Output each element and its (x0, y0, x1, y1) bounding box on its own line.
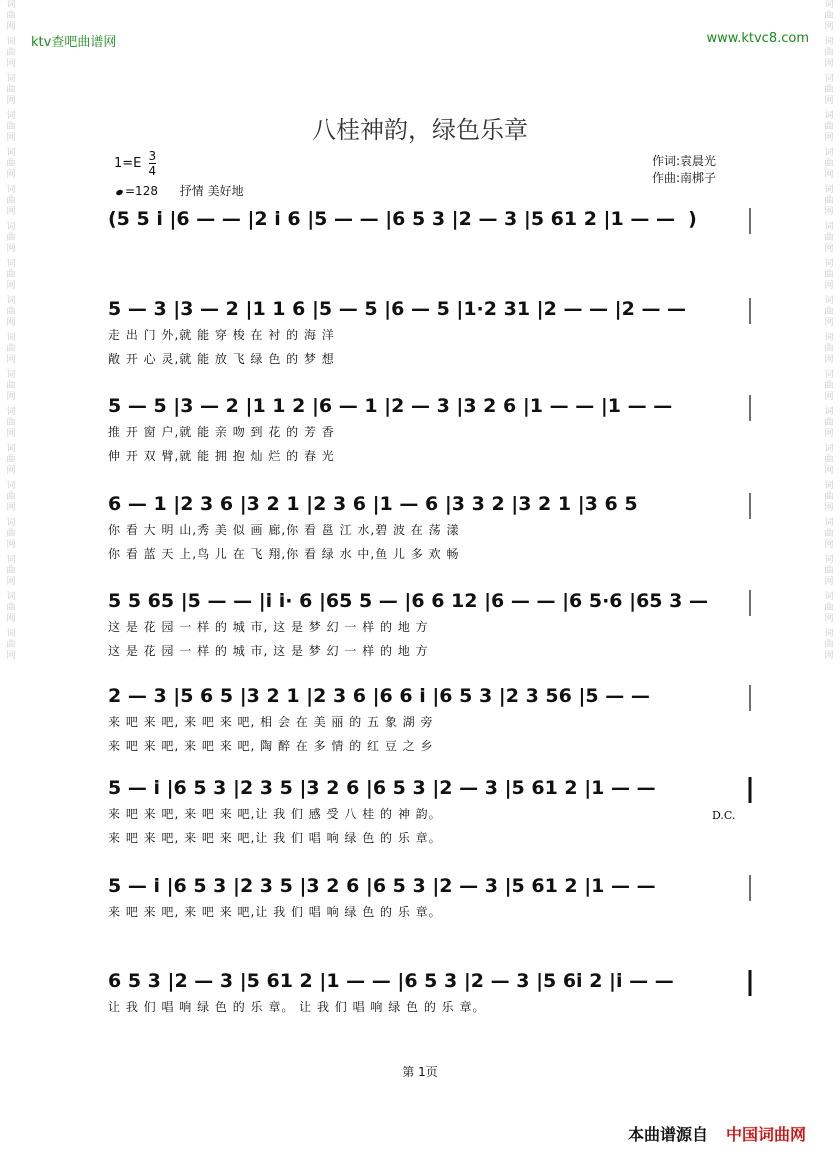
lyric-row: 敞 开 心 灵,就 能 放 飞 绿 色 的 梦 想 (108, 352, 335, 366)
watermark-text: 词 曲 网 (6, 296, 16, 328)
lyricist: 作词:袁晨光 (652, 154, 717, 168)
watermark-text: 词 曲 网 (824, 370, 834, 402)
notation-row (100, 206, 755, 236)
watermark-text: 词 曲 网 (824, 629, 834, 661)
watermark-text: 词 曲 网 (6, 111, 16, 143)
notation-row (100, 968, 755, 998)
notation-text: 5 — i |6 5 3 |2 3 5 |3 2 6 |6 5 3 |2 — 3 |5 61 2 |1 — — (108, 777, 656, 799)
time-denominator: 4 (148, 164, 157, 178)
watermark-text: 词 曲 网 (824, 555, 834, 587)
notation-text: (5 5 i |6 — — |2 i 6 |5 — — |6 5 3 |2 — 3 |5 61 2 |1 — — ) (108, 208, 697, 230)
lyric-row: 你 看 蓝 天 上,鸟 儿 在 飞 翔,你 看 绿 水 中,鱼 儿 多 欢 畅 (108, 547, 460, 561)
da-capo-mark: D.C. (712, 809, 736, 822)
watermark-text: 词 曲 网 (824, 148, 834, 180)
expression-mark: 抒情 美好地 (179, 184, 244, 198)
watermark-text: 词 曲 网 (824, 185, 834, 217)
watermark-text: 词 曲 网 (824, 407, 834, 439)
watermark-text: 词 曲 网 (824, 444, 834, 476)
song-title: 八桂神韵，绿色乐章 (312, 116, 528, 144)
watermark-text: 词 曲 网 (824, 296, 834, 328)
time-numerator: 3 (148, 149, 157, 163)
watermark-text: 词 曲 网 (6, 407, 16, 439)
notation-row (100, 588, 755, 618)
tempo-marking (116, 182, 244, 199)
notation-row (100, 683, 755, 713)
credits (652, 153, 716, 187)
watermark-text: 词 曲 网 (6, 518, 16, 550)
watermark-text: 词 曲 网 (6, 148, 16, 180)
watermark-text: 词 曲 网 (6, 259, 16, 291)
lyric-row: 来 吧 来 吧, 来 吧 来 吧, 陶 醉 在 多 情 的 红 豆 之 乡 (108, 739, 434, 753)
watermark-text: 词 曲 网 (6, 444, 16, 476)
watermark-text: 词 曲 网 (6, 555, 16, 587)
site-link-right[interactable]: www.ktvc8.com (706, 31, 809, 46)
lyric-row: 让 我 们 唱 响 绿 色 的 乐 章。 让 我 们 唱 响 绿 色 的 乐 章。 (108, 1000, 486, 1014)
lyric-row: 走 出 门 外,就 能 穿 梭 在 衬 的 海 洋 (108, 328, 335, 342)
notation-row (100, 775, 755, 805)
source-site-link[interactable]: 中国词曲网 (725, 1125, 806, 1144)
lyric-row: 这 是 花 园 一 样 的 城 市, 这 是 梦 幻 一 样 的 地 方 (108, 644, 429, 658)
watermark-text: 词 曲 网 (824, 518, 834, 550)
notation-text: 6 5 3 |2 — 3 |5 61 2 |1 — — |6 5 3 |2 — 3 |5 6i 2 |i — — (108, 970, 674, 992)
watermark-text: 词 曲 网 (6, 185, 16, 217)
watermark-text: 词 曲 网 (824, 259, 834, 291)
watermark-text: 词 曲 网 (824, 111, 834, 143)
notation-text: 5 — i |6 5 3 |2 3 5 |3 2 6 |6 5 3 |2 — 3 |5 61 2 |1 — — (108, 875, 656, 897)
time-signature (149, 149, 157, 178)
watermark-text: 词 曲 网 (824, 481, 834, 513)
notation-text: 5 — 5 |3 — 2 |1 1 2 |6 — 1 |2 — 3 |3 2 6 |1 — — |1 — — (108, 395, 673, 417)
notation-row (100, 393, 755, 423)
tempo-value: =128 (125, 184, 158, 198)
notation-row (100, 873, 755, 903)
lyric-row: 伸 开 双 臂,就 能 拥 抱 灿 烂 的 春 光 (108, 449, 335, 463)
watermark-text: 词 曲 网 (824, 37, 834, 69)
watermark-text: 词 曲 网 (824, 0, 834, 32)
watermark-text: 词 曲 网 (824, 222, 834, 254)
watermark-text: 词 曲 网 (6, 629, 16, 661)
source-label: 本曲谱源自 (627, 1125, 708, 1144)
lyric-row: 这 是 花 园 一 样 的 城 市, 这 是 梦 幻 一 样 的 地 方 (108, 620, 429, 634)
site-link-left[interactable]: ktv查吧曲谱网 (31, 35, 117, 50)
notation-text: 6 — 1 |2 3 6 |3 2 1 |2 3 6 |1 — 6 |3 3 2 |3 2 1 |3 6 5 (108, 493, 638, 515)
lyric-row: 推 开 窗 户,就 能 亲 吻 到 花 的 芳 香 (108, 425, 335, 439)
watermark-text: 词 曲 网 (6, 0, 16, 32)
lyric-row: 来 吧 来 吧, 来 吧 来 吧,让 我 们 感 受 八 桂 的 神 韵。 (108, 807, 442, 821)
notation-text: 2 — 3 |5 6 5 |3 2 1 |2 3 6 |6 6 i |6 5 3 |2 3 56 |5 — — (108, 685, 650, 707)
lyric-row: 来 吧 来 吧, 来 吧 来 吧,让 我 们 唱 响 绿 色 的 乐 章。 (108, 831, 442, 845)
watermark-text: 词 曲 网 (6, 37, 16, 69)
composer: 作曲:南梆子 (652, 171, 717, 185)
watermark-text: 词 曲 网 (6, 481, 16, 513)
watermark-text: 词 曲 网 (6, 333, 16, 365)
left-watermark-strip (0, 0, 22, 1169)
notation-row (100, 296, 755, 326)
footer-source (628, 1122, 806, 1145)
quarter-note-icon (115, 189, 123, 196)
key-label: 1=E (114, 156, 142, 171)
notation-text: 5 — 3 |3 — 2 |1 1 6 |5 — 5 |6 — 5 |1·2 31 |2 — — |2 — — (108, 298, 687, 320)
watermark-text: 词 曲 网 (6, 370, 16, 402)
key-signature (114, 149, 156, 178)
watermark-text: 词 曲 网 (6, 222, 16, 254)
page-number: 第 1页 (402, 1065, 438, 1079)
watermark-text: 词 曲 网 (6, 74, 16, 106)
notation-row (100, 491, 755, 521)
lyric-row: 来 吧 来 吧, 来 吧 来 吧,让 我 们 唱 响 绿 色 的 乐 章。 (108, 905, 442, 919)
watermark-text: 词 曲 网 (6, 592, 16, 624)
watermark-text: 词 曲 网 (824, 74, 834, 106)
notation-text: 5 5 65 |5 — — |i i· 6 |65 5 — |6 6 12 |6 — — |6 5·6 |65 3 — (108, 590, 708, 612)
watermark-text: 词 曲 网 (824, 333, 834, 365)
lyric-row: 来 吧 来 吧, 来 吧 来 吧, 相 会 在 美 丽 的 五 象 湖 旁 (108, 715, 434, 729)
watermark-text: 词 曲 网 (824, 592, 834, 624)
lyric-row: 你 看 大 明 山,秀 美 似 画 廊,你 看 邕 江 水,碧 波 在 荡 漾 (108, 523, 460, 537)
right-watermark-strip (818, 0, 840, 1169)
